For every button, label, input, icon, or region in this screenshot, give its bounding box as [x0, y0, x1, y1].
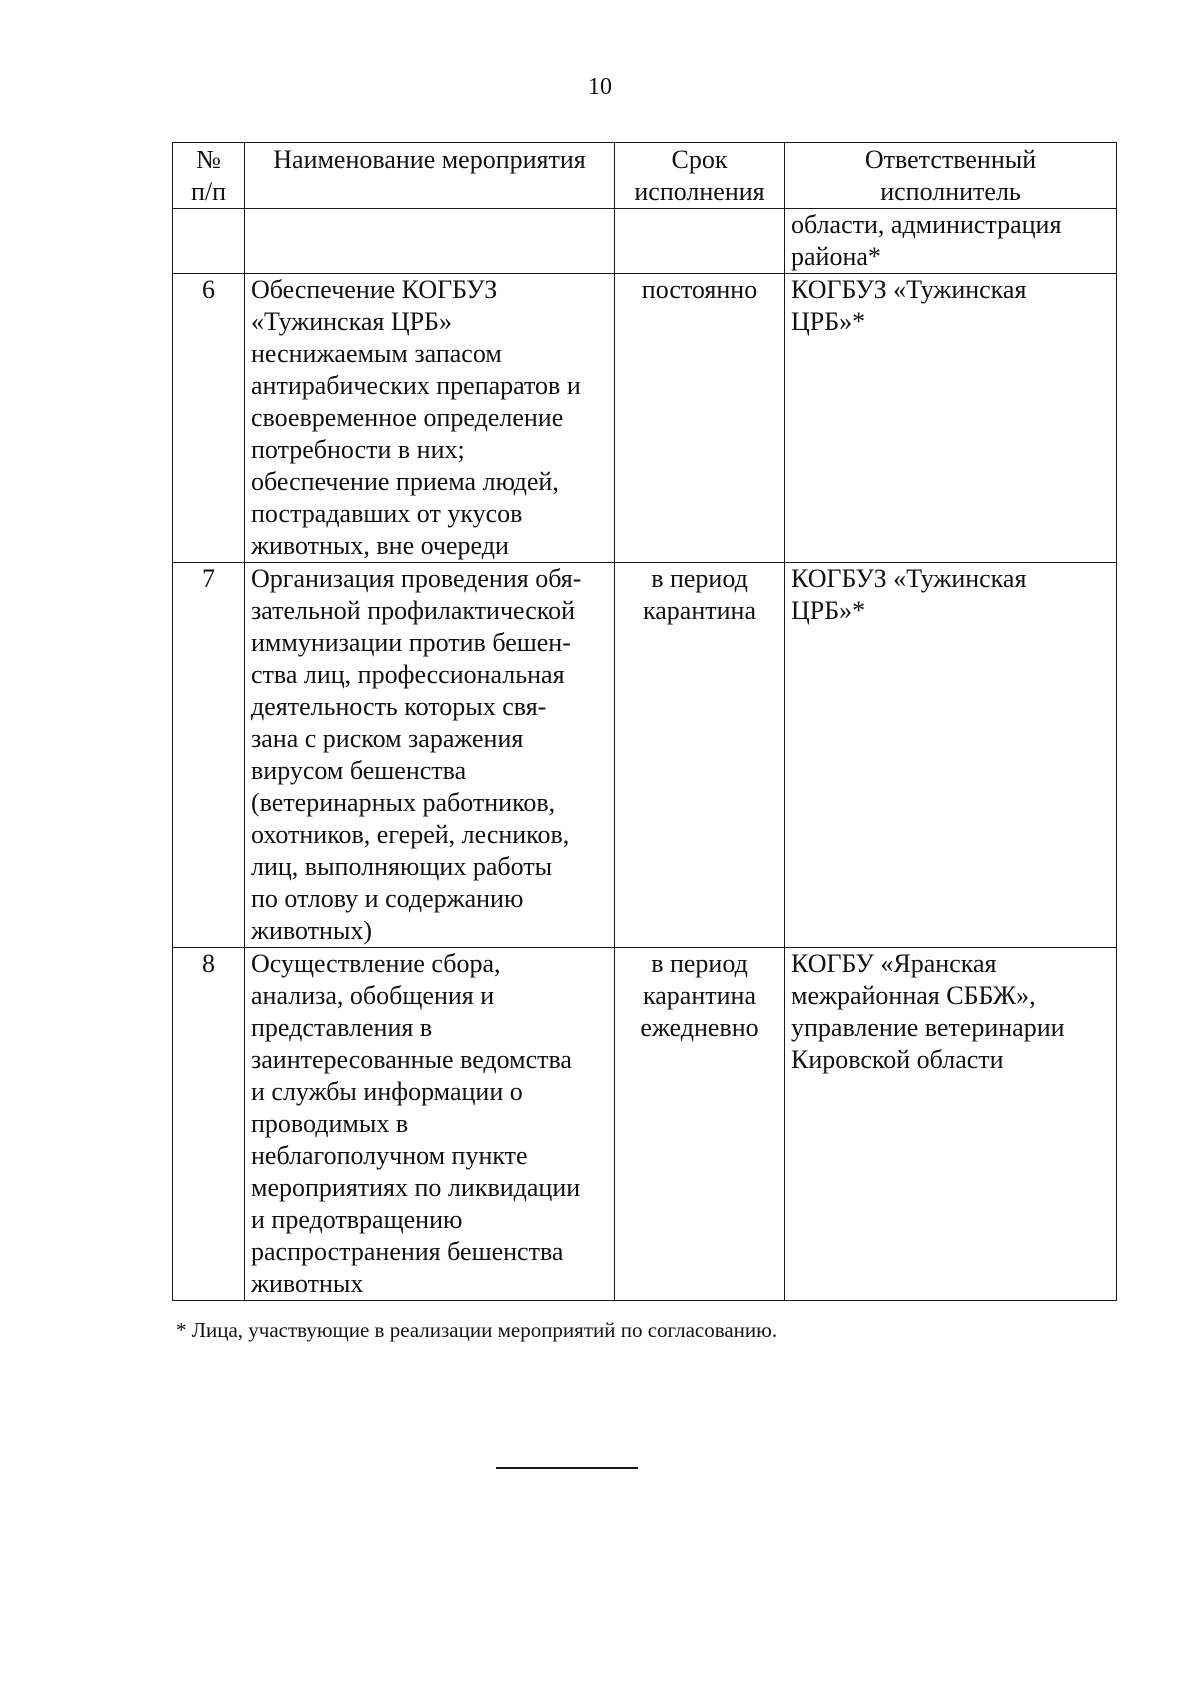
row-term-line: ежедневно — [640, 1013, 759, 1042]
row-name-line: зательной профилактической — [251, 596, 575, 625]
row-name-line: заинтересованные ведомства — [251, 1045, 572, 1074]
row-name-line: анализа, обобщения и — [251, 981, 495, 1010]
table-row — [173, 948, 1117, 1301]
activities-table — [172, 142, 1117, 1301]
table-row — [173, 209, 1117, 274]
row-name-line: и предотвращению — [251, 1205, 463, 1234]
row-resp-line: ЦРБ»* — [791, 307, 866, 336]
row-name-line: Осуществление сбора, — [251, 949, 501, 978]
row-name-line: животных, вне очереди — [251, 531, 509, 560]
row-name-line: потребности в них; — [251, 435, 465, 464]
row-resp-line: района* — [791, 242, 881, 271]
row-name-line: неблагополучном пункте — [251, 1141, 528, 1170]
header-term-line: исполнения — [634, 177, 765, 206]
row-name-line: своевременное определение — [251, 403, 564, 432]
row-num — [173, 209, 245, 274]
row-name-line: по отлову и содержанию — [251, 884, 524, 913]
row-name-line: проводимых в — [251, 1109, 409, 1138]
row-resp — [785, 948, 1117, 1301]
header-num-line: № — [196, 145, 221, 174]
row-term-line: в период — [651, 949, 748, 978]
row-name-line: пострадавших от укусов — [251, 499, 523, 528]
row-name-line: распространения бешенства — [251, 1237, 564, 1266]
row-resp-line: Кировской области — [791, 1045, 1004, 1074]
row-name-line: зана с риском заражения — [251, 724, 524, 753]
row-term — [615, 563, 785, 948]
row-term — [615, 209, 785, 274]
row-name-line: антирабических препаратов и — [251, 371, 581, 400]
row-resp — [785, 274, 1117, 563]
row-name — [245, 209, 615, 274]
row-resp — [785, 563, 1117, 948]
row-name-line: неснижаемым запасом — [251, 339, 502, 368]
table-row — [173, 563, 1117, 948]
footnote: * Лица, участвующие в реализации мероприятий по согласованию. — [176, 1318, 778, 1342]
row-name-line: Организация проведения обя- — [251, 564, 582, 593]
end-rule — [496, 1467, 638, 1469]
row-name-line: Обеспечение КОГБУЗ — [251, 275, 498, 304]
row-term-line: карантина — [643, 981, 756, 1010]
row-term — [615, 948, 785, 1301]
row-term — [615, 274, 785, 563]
row-resp-line: КОГБУЗ «Тужинская — [791, 275, 1027, 304]
row-resp-line: ЦРБ»* — [791, 596, 866, 625]
row-name-line: лиц, выполняющих работы — [251, 852, 553, 881]
table-header-row — [173, 143, 1117, 209]
row-resp-line: межрайонная СББЖ», — [791, 981, 1036, 1010]
header-name-line: Наименование мероприятия — [273, 145, 586, 174]
header-resp-line: Ответственный — [864, 145, 1037, 174]
row-name-line: (ветеринарных работников, — [251, 788, 556, 817]
row-num: 6 — [173, 274, 245, 563]
row-num: 7 — [173, 563, 245, 948]
header-resp — [785, 143, 1117, 209]
row-name-line: обеспечение приема людей, — [251, 467, 559, 496]
row-name-line: деятельность которых свя- — [251, 692, 547, 721]
row-resp-line: управление ветеринарии — [791, 1013, 1065, 1042]
header-resp-line: исполнитель — [880, 177, 1021, 206]
row-num: 8 — [173, 948, 245, 1301]
header-num-line: п/п — [190, 177, 227, 206]
header-name — [245, 143, 615, 209]
header-term-line: Срок — [671, 145, 728, 174]
row-name-line: «Тужинская ЦРБ» — [251, 307, 452, 336]
row-name-line: вирусом бешенства — [251, 756, 467, 785]
header-num — [173, 143, 245, 209]
table-row — [173, 274, 1117, 563]
row-name-line: охотников, егерей, лесников, — [251, 820, 570, 849]
row-name-line: животных) — [251, 916, 373, 945]
row-name — [245, 948, 615, 1301]
row-resp-line: КОГБУ «Яранская — [791, 949, 997, 978]
row-name-line: представления в — [251, 1013, 433, 1042]
row-resp-line: КОГБУЗ «Тужинская — [791, 564, 1027, 593]
row-term-line: постоянно — [641, 275, 758, 304]
row-resp-line: области, администрация — [791, 210, 1062, 239]
row-name-line: животных — [251, 1269, 364, 1298]
row-name-line: иммунизации против бешен- — [251, 628, 571, 657]
row-name-line: ства лиц, профессиональная — [251, 660, 565, 689]
row-name-line: мероприятиях по ликвидации — [251, 1173, 581, 1202]
row-name — [245, 563, 615, 948]
row-name-line: и службы информации о — [251, 1077, 523, 1106]
page-number: 10 — [588, 74, 612, 100]
row-name — [245, 274, 615, 563]
row-term-line: в период — [651, 564, 748, 593]
header-term — [615, 143, 785, 209]
row-term-line: карантина — [643, 596, 756, 625]
row-resp — [785, 209, 1117, 274]
